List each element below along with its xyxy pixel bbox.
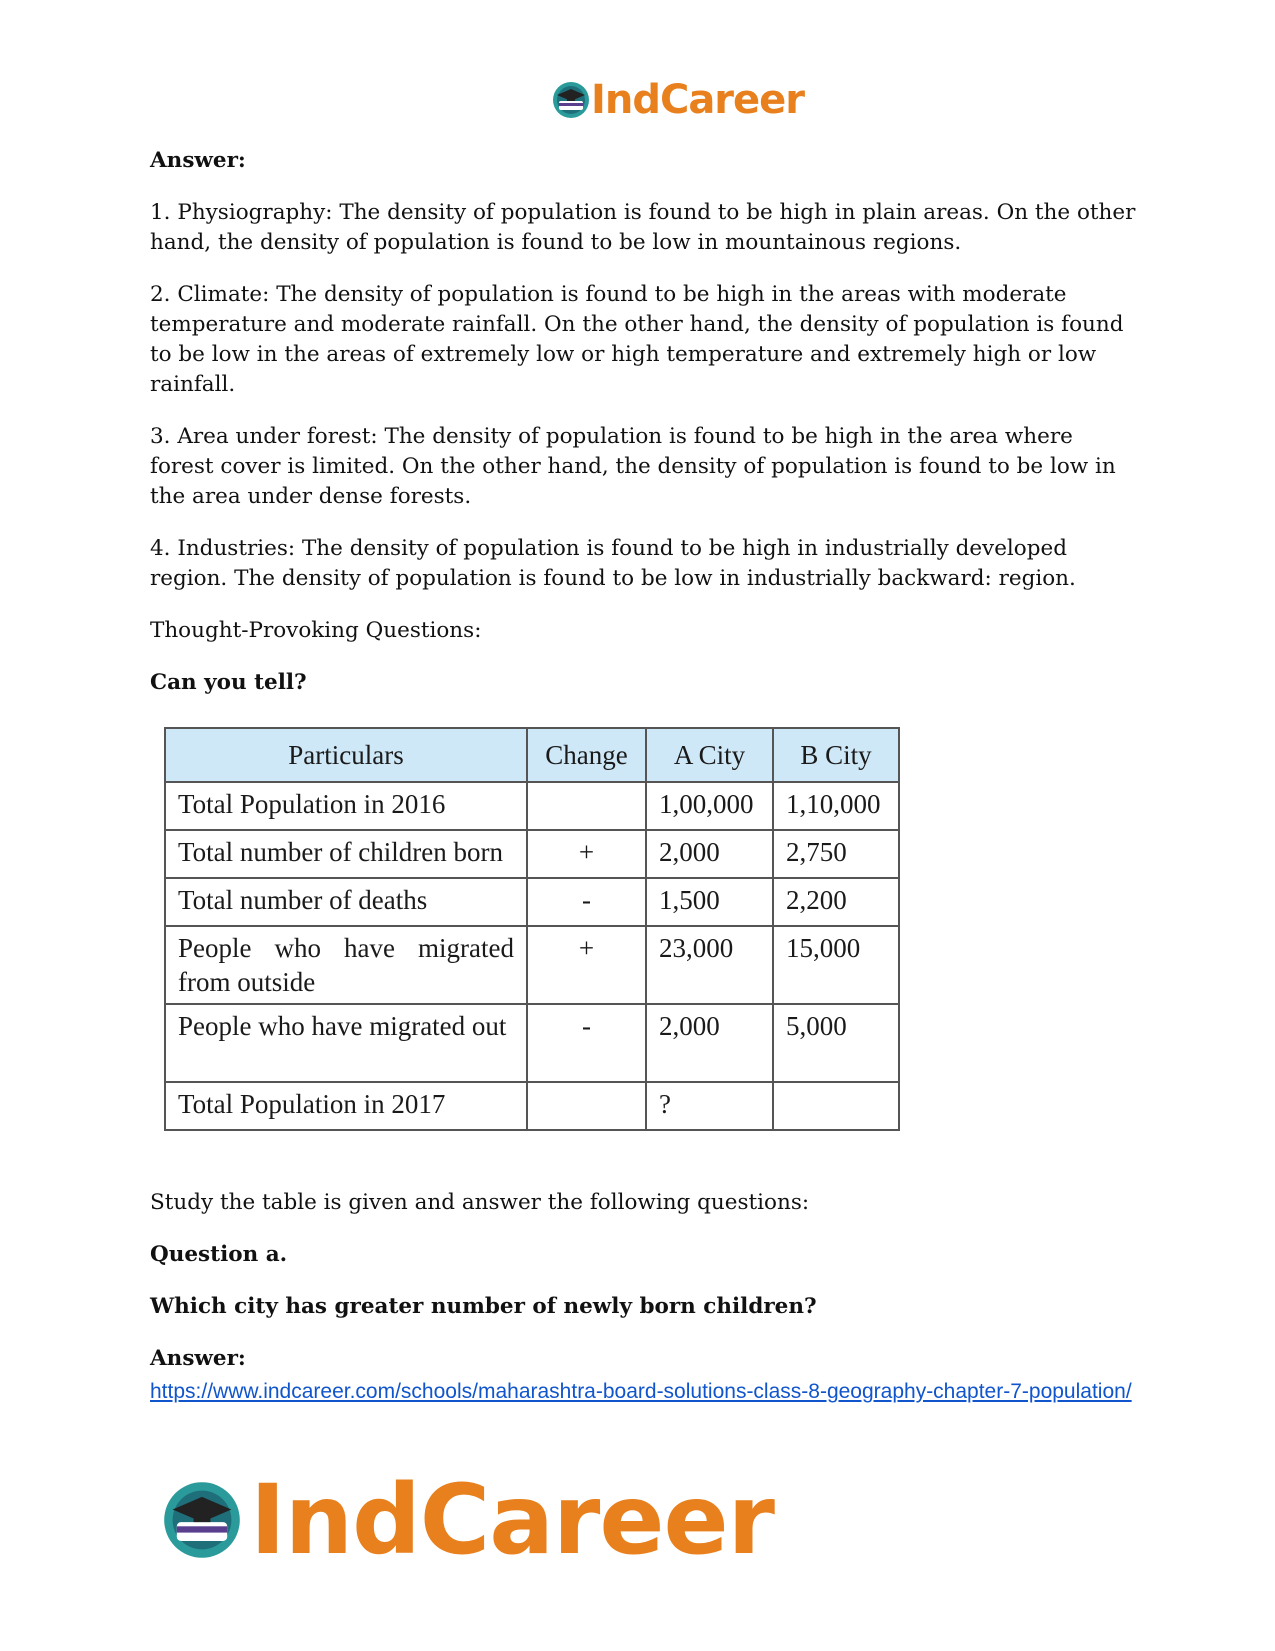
cell-a-city: 23,000 — [646, 926, 773, 1004]
cell-b-city: 15,000 — [773, 926, 899, 1004]
header-logo — [0, 78, 1275, 122]
cell-particular: Total Population in 2017 — [165, 1082, 527, 1130]
header-b-city: B City — [773, 728, 899, 782]
cell-a-city: 2,000 — [646, 830, 773, 878]
cell-a-city: 1,00,000 — [646, 782, 773, 830]
cell-b-city: 2,200 — [773, 878, 899, 926]
cell-change: - — [527, 1004, 646, 1082]
answer-point-3: 3. Area under forest: The density of population is found to be high in the area where forest cover is limited. On the other hand, the density of population is found to be low in the area under dense forests. — [150, 424, 1116, 509]
answer-section — [150, 146, 1140, 698]
cell-change — [527, 1082, 646, 1130]
population-table-wrapper — [164, 727, 900, 1131]
table-row — [165, 1004, 899, 1082]
table-row — [165, 878, 899, 926]
population-table — [164, 727, 900, 1131]
cell-particular: Total Population in 2016 — [165, 782, 527, 830]
solution-link[interactable]: https://www.indcareer.com/schools/maharashtra-board-solutions-class-8-geography-chapter-7-population/ — [150, 1380, 1132, 1403]
cell-a-city: ? — [646, 1082, 773, 1130]
header-particulars: Particulars — [165, 728, 527, 782]
cell-a-city: 2,000 — [646, 1004, 773, 1082]
cell-particular: People who have migrated from outside — [165, 926, 527, 1004]
table-row — [165, 830, 899, 878]
header-a-city: A City — [646, 728, 773, 782]
cell-change: + — [527, 830, 646, 878]
cell-change — [527, 782, 646, 830]
footer-logo — [160, 1464, 774, 1576]
answer-point-4: 4. Industries: The density of population is found to be high in industrially developed region. The density of population is found to be low in industrially backward: region. — [150, 536, 1076, 591]
answer-heading-2: Answer: — [150, 1346, 246, 1371]
table-row — [165, 1082, 899, 1130]
study-instruction: Study the table is given and answer the following questions: — [150, 1190, 810, 1215]
cell-b-city: 2,750 — [773, 830, 899, 878]
question-text: Which city has greater number of newly born children? — [150, 1294, 817, 1319]
graduation-cap-book-icon — [551, 80, 591, 120]
cell-particular: Total number of children born — [165, 830, 527, 878]
cell-change: + — [527, 926, 646, 1004]
brand-name: IndCareer — [590, 77, 805, 123]
cell-change: - — [527, 878, 646, 926]
cell-b-city — [773, 1082, 899, 1130]
footer-brand-name: IndCareer — [250, 1464, 774, 1576]
table-row — [165, 782, 899, 830]
question-label: Question a. — [150, 1242, 288, 1267]
can-you-tell-heading: Can you tell? — [150, 670, 307, 695]
cell-particular: Total number of deaths — [165, 878, 527, 926]
table-header-row — [165, 728, 899, 782]
cell-particular: People who have migrated out — [165, 1004, 527, 1082]
header-change: Change — [527, 728, 646, 782]
answer-point-1: 1. Physiography: The density of population is found to be high in plain areas. On the other hand, the density of population is found to be low in mountainous regions. — [150, 200, 1136, 255]
cell-b-city: 5,000 — [773, 1004, 899, 1082]
cell-a-city: 1,500 — [646, 878, 773, 926]
question-section — [150, 1188, 1140, 1410]
cell-b-city: 1,10,000 — [773, 782, 899, 830]
table-row — [165, 926, 899, 1004]
thought-provoking-heading: Thought-Provoking Questions: — [150, 618, 482, 643]
graduation-cap-book-icon — [160, 1478, 244, 1562]
answer-point-2: 2. Climate: The density of population is found to be high in the areas with moderate temperature and moderate rainfall. On the other hand, the density of population is found to be low in the areas of extremely low or high temperature and extremely high or low rainfall. — [150, 282, 1124, 397]
answer-heading: Answer: — [150, 148, 246, 173]
